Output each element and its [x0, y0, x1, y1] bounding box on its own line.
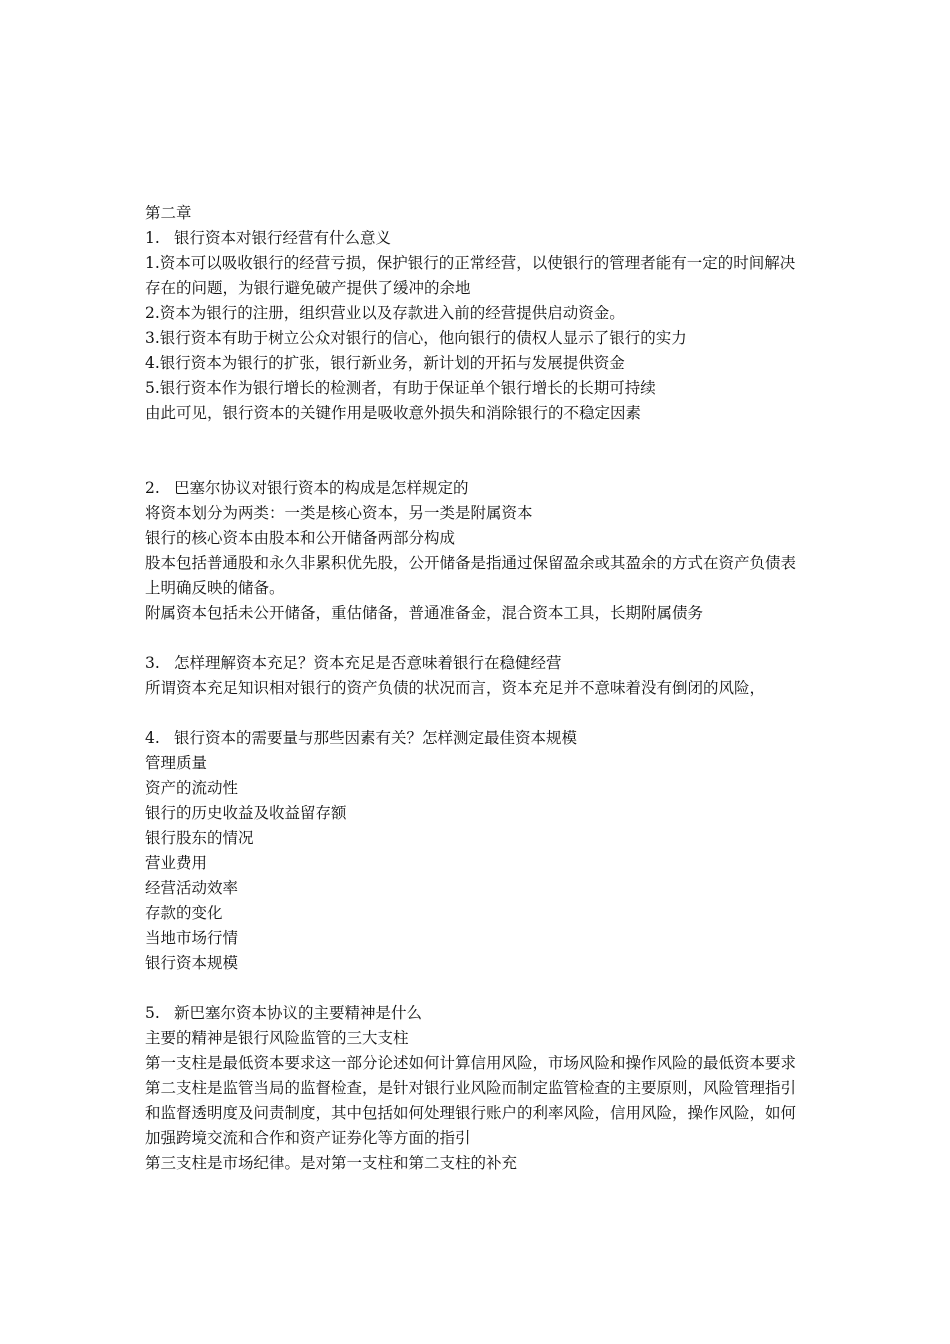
paragraph: 主要的精神是银行风险监管的三大支柱	[145, 1029, 409, 1047]
section-2-heading	[145, 476, 810, 501]
list-item: 管理质量	[145, 754, 208, 772]
list-item: 银行资本规模	[145, 954, 239, 972]
blank-space	[145, 626, 810, 651]
section-question: 巴塞尔协议对银行资本的构成是怎样规定的	[174, 479, 469, 497]
list-item: 经营活动效率	[145, 879, 239, 897]
list-item: 当地市场行情	[145, 929, 239, 947]
list-item: 银行的历史收益及收益留存额	[145, 804, 347, 822]
paragraph: 5.银行资本作为银行增长的检测者，有助于保证单个银行增长的长期可持续	[145, 379, 656, 397]
section-number: 2.	[145, 479, 160, 497]
section-question: 银行资本的需要量与那些因素有关？怎样测定最佳资本规模	[174, 729, 578, 747]
paragraph: 由此可见，银行资本的关键作用是吸收意外损失和消除银行的不稳定因素	[145, 404, 642, 422]
blank-space	[145, 426, 810, 476]
section-4-heading	[145, 726, 810, 751]
paragraph: 1.资本可以吸收银行的经营亏损，保护银行的正常经营，以使银行的管理者能有一定的时间解决存在的问题，为银行避免破产提供了缓冲的余地	[145, 254, 796, 297]
paragraph: 第一支柱是最低资本要求这一部分论述如何计算信用风险，市场风险和操作风险的最低资本要求	[145, 1054, 797, 1072]
paragraph: 第二支柱是监管当局的监督检查，是针对银行业风险而制定监管检查的主要原则，风险管理指引和监督透明度及问责制度，其中包括如何处理银行账户的利率风险，信用风险，操作风险，如何加强跨境交流和合作和资产证券化等方面的指引	[145, 1079, 797, 1147]
paragraph: 股本包括普通股和永久非累积优先股，公开储备是指通过保留盈余或其盈余的方式在资产负债表上明确反映的储备。	[145, 554, 797, 597]
section-1-heading	[145, 226, 810, 251]
list-item: 银行股东的情况	[145, 829, 254, 847]
section-question: 新巴塞尔资本协议的主要精神是什么	[174, 1004, 423, 1022]
paragraph: 2.资本为银行的注册，组织营业以及存款进入前的经营提供启动资金。	[145, 304, 625, 322]
section-3-heading	[145, 651, 810, 676]
section-number: 1.	[145, 229, 160, 247]
paragraph: 银行的核心资本由股本和公开储备两部分构成	[145, 529, 456, 547]
chapter-title: 第二章	[145, 204, 192, 222]
section-question: 银行资本对银行经营有什么意义	[174, 229, 392, 247]
blank-space	[145, 976, 810, 1001]
paragraph: 4.银行资本为银行的扩张，银行新业务，新计划的开拓与发展提供资金	[145, 354, 625, 372]
section-number: 4.	[145, 729, 160, 747]
paragraph: 第三支柱是市场纪律。是对第一支柱和第二支柱的补充	[145, 1154, 518, 1172]
list-item: 资产的流动性	[145, 779, 239, 797]
list-item: 存款的变化	[145, 904, 223, 922]
section-5-heading	[145, 1001, 810, 1026]
paragraph: 附属资本包括未公开储备，重估储备，普通准备金，混合资本工具，长期附属债务	[145, 604, 704, 622]
document-body	[145, 201, 810, 1176]
section-number: 3.	[145, 654, 160, 672]
section-question: 怎样理解资本充足？资本充足是否意味着银行在稳健经营	[174, 654, 562, 672]
paragraph: 将资本划分为两类：一类是核心资本，另一类是附属资本	[145, 504, 533, 522]
section-number: 5.	[145, 1004, 160, 1022]
blank-space	[145, 701, 810, 726]
paragraph: 所谓资本充足知识相对银行的资产负债的状况而言，资本充足并不意味着没有倒闭的风险，	[145, 679, 766, 697]
paragraph: 3.银行资本有助于树立公众对银行的信心，他向银行的债权人显示了银行的实力	[145, 329, 687, 347]
list-item: 营业费用	[145, 854, 208, 872]
